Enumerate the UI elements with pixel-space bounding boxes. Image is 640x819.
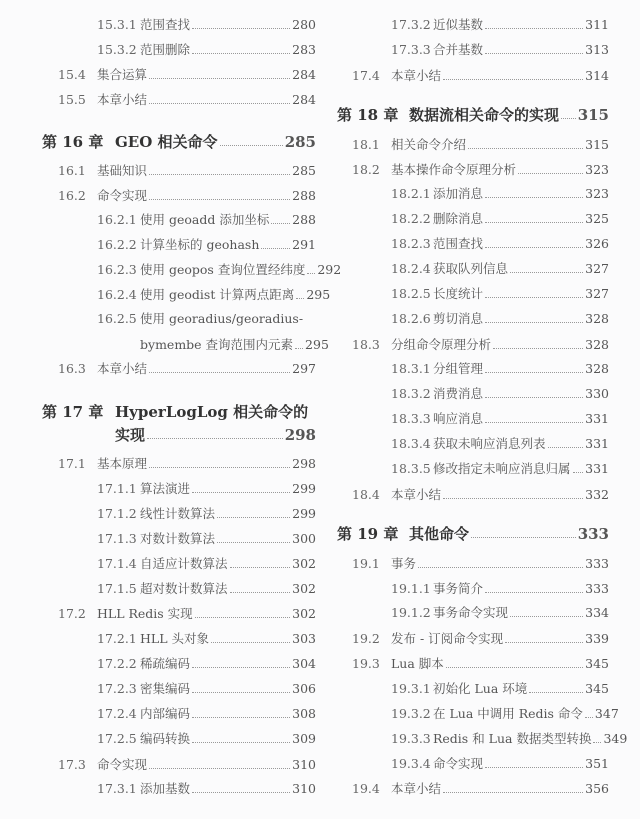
entry-number: 18.3	[352, 337, 380, 352]
page-number: 292	[317, 262, 342, 277]
page-number: 333	[577, 525, 609, 543]
toc-entry	[97, 210, 316, 230]
page-number: 345	[585, 681, 609, 696]
dot-leader	[485, 592, 583, 593]
entry-number: 16.1	[58, 163, 86, 178]
dot-leader	[493, 348, 583, 349]
entry-number: 16.2.4	[97, 287, 137, 302]
entry-number: 第 16 章	[42, 133, 104, 151]
toc-entry	[97, 654, 316, 674]
toc-entry	[352, 335, 609, 355]
dot-leader	[149, 768, 290, 769]
entry-number: 17.2.4	[97, 706, 137, 721]
dot-leader	[149, 78, 290, 79]
entry-title: 范围查找	[140, 17, 191, 32]
dot-leader	[585, 717, 593, 718]
entry-number: 15.5	[58, 92, 86, 107]
entry-number: 16.2	[58, 188, 86, 203]
toc-entry	[58, 755, 316, 775]
entry-number: 17.1	[58, 456, 86, 471]
page-number: 309	[292, 731, 316, 746]
entry-number: 17.2.1	[97, 631, 137, 646]
toc-entry	[58, 454, 316, 474]
entry-title: 消费消息	[433, 386, 484, 401]
entry-number: 19.3.4	[391, 756, 431, 771]
dot-leader	[485, 767, 583, 768]
page-number: 331	[585, 461, 609, 476]
toc-entry	[58, 65, 316, 85]
entry-title: bymembe 查询范围内元素	[140, 337, 294, 352]
entry-title: 事务简介	[433, 581, 484, 596]
entry-title: 本章小结	[391, 487, 442, 502]
entry-title: 长度统计	[433, 286, 484, 301]
entry-title: 本章小结	[97, 92, 148, 107]
entry-number: 第 17 章	[42, 403, 104, 421]
entry-number: 19.3.3	[391, 731, 431, 746]
dot-leader	[548, 447, 584, 448]
dot-leader	[485, 422, 583, 423]
entry-title: 集合运算	[97, 67, 148, 82]
page-number: 303	[292, 631, 316, 646]
entry-number: 16.2.2	[97, 237, 137, 252]
entry-title: 密集编码	[140, 681, 191, 696]
page-number: 334	[585, 605, 609, 620]
dot-leader	[149, 103, 290, 104]
entry-number: 18.2.4	[391, 261, 431, 276]
entry-number: 19.3	[352, 656, 380, 671]
entry-title: 使用 georadius/georadius-	[140, 311, 304, 326]
toc-entry	[391, 679, 609, 699]
toc-entry	[391, 434, 609, 454]
toc-entry	[391, 579, 609, 599]
page-number: 331	[585, 436, 609, 451]
page-number: 333	[585, 556, 609, 571]
entry-title: 计算坐标的 geohash	[140, 237, 260, 252]
page-number: 298	[292, 456, 316, 471]
page-number: 311	[585, 17, 609, 32]
toc-entry	[58, 90, 316, 110]
entry-title: 使用 geoadd 添加坐标	[140, 212, 270, 227]
entry-title: 实现	[115, 426, 146, 444]
page-number: 327	[585, 261, 609, 276]
toc-entry	[97, 40, 316, 60]
entry-number: 19.1.1	[391, 581, 431, 596]
toc-entry	[97, 309, 316, 329]
page-number: 315	[585, 137, 609, 152]
dot-leader	[271, 223, 290, 224]
entry-number: 第 19 章	[337, 525, 399, 543]
page-number: 280	[292, 17, 316, 32]
page-number: 328	[585, 361, 609, 376]
toc-entry	[391, 309, 609, 329]
dot-leader	[485, 372, 583, 373]
entry-title: 数据流相关命令的实现	[409, 106, 560, 124]
entry-title: 使用 geodist 计算两点距离	[140, 287, 295, 302]
page-number: 304	[292, 656, 316, 671]
dot-leader	[149, 372, 290, 373]
entry-number: 17.3.1	[97, 781, 137, 796]
dot-leader	[192, 492, 290, 493]
entry-number: 18.3.1	[391, 361, 431, 376]
dot-leader	[230, 592, 291, 593]
dot-leader	[192, 28, 290, 29]
entry-number: 18.3.4	[391, 436, 431, 451]
toc-entry	[391, 384, 609, 404]
dot-leader	[307, 273, 315, 274]
page-number: 314	[585, 68, 609, 83]
page-number: 323	[585, 162, 609, 177]
dot-leader	[149, 174, 290, 175]
entry-number: 16.2.3	[97, 262, 137, 277]
toc-entry	[391, 284, 609, 304]
page-number: 288	[292, 188, 316, 203]
entry-title: 编码转换	[140, 731, 191, 746]
toc-entry	[352, 135, 609, 155]
toc-entry	[352, 160, 609, 180]
dot-leader	[485, 297, 583, 298]
toc-entry	[97, 629, 316, 649]
entry-number: 第 18 章	[337, 106, 399, 124]
dot-leader	[518, 173, 583, 174]
toc-entry	[97, 260, 342, 280]
dot-leader	[230, 567, 291, 568]
entry-title: 本章小结	[97, 361, 148, 376]
toc-entry	[42, 132, 316, 152]
entry-title: 命令实现	[97, 188, 148, 203]
dot-leader	[485, 28, 583, 29]
toc-entry	[391, 729, 628, 749]
page-number: 302	[292, 581, 316, 596]
entry-title: 对数计数算法	[140, 531, 216, 546]
entry-title: 响应消息	[433, 411, 484, 426]
page-number: 313	[585, 42, 609, 57]
entry-title: 使用 geopos 查询位置经纬度	[140, 262, 306, 277]
entry-number: 17.1.2	[97, 506, 137, 521]
page-number: 283	[292, 42, 316, 57]
entry-title: 添加基数	[140, 781, 191, 796]
entry-number: 17.2.2	[97, 656, 137, 671]
dot-leader	[485, 197, 583, 198]
entry-title: HLL Redis 实现	[97, 606, 193, 621]
entry-title: 删除消息	[433, 211, 484, 226]
entry-number: 18.3.3	[391, 411, 431, 426]
entry-title: 基本操作命令原理分析	[391, 162, 517, 177]
entry-number: 16.2.1	[97, 212, 137, 227]
toc-entry	[352, 66, 609, 86]
page-number: 328	[585, 337, 609, 352]
dot-leader	[149, 199, 290, 200]
entry-title: 获取队列信息	[433, 261, 509, 276]
toc-entry	[391, 259, 609, 279]
entry-number: 16.3	[58, 361, 86, 376]
entry-title: 算法演进	[140, 481, 191, 496]
entry-number: 17.1.4	[97, 556, 137, 571]
dot-leader	[296, 298, 304, 299]
page-number: 288	[292, 212, 316, 227]
toc-entry	[391, 359, 609, 379]
entry-title: 初始化 Lua 环境	[433, 681, 528, 696]
entry-title: 范围删除	[140, 42, 191, 57]
entry-title: 命令实现	[97, 757, 148, 772]
entry-title: 事务	[391, 556, 417, 571]
dot-leader	[192, 742, 290, 743]
entry-title: 超对数计数算法	[140, 581, 228, 596]
dot-leader	[573, 472, 584, 473]
dot-leader	[443, 498, 583, 499]
page-number: 285	[284, 133, 316, 151]
page-number: 299	[292, 481, 316, 496]
entry-number: 19.3.1	[391, 681, 431, 696]
entry-title: 合并基数	[433, 42, 484, 57]
entry-number: 17.3.2	[391, 17, 431, 32]
entry-title: 基本原理	[97, 456, 148, 471]
toc-entry	[391, 15, 609, 35]
entry-number: 18.1	[352, 137, 380, 152]
entry-title: 分组管理	[433, 361, 484, 376]
page-number: 332	[585, 487, 609, 502]
toc-entry	[97, 679, 316, 699]
entry-number: 17.2.3	[97, 681, 137, 696]
entry-number: 18.3.2	[391, 386, 431, 401]
entry-title: 近似基数	[433, 17, 484, 32]
dot-leader	[593, 742, 601, 743]
dot-leader	[529, 692, 583, 693]
entry-number: 18.2.1	[391, 186, 431, 201]
page-number: 326	[585, 236, 609, 251]
dot-leader	[192, 53, 290, 54]
page-number: 295	[305, 337, 329, 352]
entry-title: 事务命令实现	[433, 605, 509, 620]
dot-leader	[485, 322, 583, 323]
dot-leader	[485, 397, 583, 398]
page-number: 308	[292, 706, 316, 721]
entry-title: 其他命令	[409, 525, 470, 543]
entry-number: 19.3.2	[391, 706, 431, 721]
page-number: 323	[585, 186, 609, 201]
page-number: 299	[292, 506, 316, 521]
entry-title: 范围查找	[433, 236, 484, 251]
entry-number: 17.4	[352, 68, 380, 83]
toc-entry	[97, 335, 329, 355]
toc-entry	[391, 459, 609, 479]
entry-title: 剪切消息	[433, 311, 484, 326]
toc-entry	[58, 604, 316, 624]
page-number: 327	[585, 286, 609, 301]
toc-entry	[97, 729, 316, 749]
entry-number: 15.3.2	[97, 42, 137, 57]
page-number: 300	[292, 531, 316, 546]
entry-number: 18.4	[352, 487, 380, 502]
page-number: 291	[292, 237, 316, 252]
dot-leader	[192, 717, 290, 718]
dot-leader	[561, 118, 576, 119]
toc-entry	[391, 184, 609, 204]
dot-leader	[211, 642, 290, 643]
dot-leader	[418, 567, 583, 568]
dot-leader	[443, 792, 583, 793]
entry-title: 内部编码	[140, 706, 191, 721]
entry-number: 17.1.3	[97, 531, 137, 546]
toc-entry	[97, 235, 316, 255]
page-number: 333	[585, 581, 609, 596]
entry-number: 18.2.6	[391, 311, 431, 326]
page-number: 347	[594, 706, 619, 721]
dot-leader	[446, 667, 583, 668]
entry-title: 本章小结	[391, 68, 442, 83]
toc-entry	[97, 529, 316, 549]
entry-number: 19.1	[352, 556, 380, 571]
toc-entry	[391, 603, 609, 623]
page-number: 310	[292, 781, 316, 796]
entry-title: 获取未响应消息列表	[433, 436, 546, 451]
entry-title: 本章小结	[391, 781, 442, 796]
entry-number: 19.1.2	[391, 605, 431, 620]
dot-leader	[468, 148, 583, 149]
entry-number: 17.3	[58, 757, 86, 772]
dot-leader	[471, 537, 576, 538]
page-number: 356	[585, 781, 609, 796]
dot-leader	[192, 792, 290, 793]
page-number: 339	[585, 631, 609, 646]
toc-entry	[391, 704, 619, 724]
page-number: 330	[585, 386, 609, 401]
entry-number: 17.2.5	[97, 731, 137, 746]
dot-leader	[505, 642, 583, 643]
page-number: 315	[577, 106, 609, 124]
toc-entry	[42, 402, 316, 422]
entry-number: 15.3.1	[97, 17, 137, 32]
entry-number: 19.2	[352, 631, 380, 646]
toc-entry	[97, 285, 331, 305]
toc-entry	[391, 234, 609, 254]
entry-number: 18.2.3	[391, 236, 431, 251]
toc-entry	[352, 779, 609, 799]
entry-title: HLL 头对象	[140, 631, 209, 646]
toc-entry	[391, 754, 609, 774]
entry-title: 命令实现	[433, 756, 484, 771]
toc-entry	[352, 654, 609, 674]
dot-leader	[149, 467, 290, 468]
entry-number: 16.2.5	[97, 311, 137, 326]
entry-number: 17.1.5	[97, 581, 137, 596]
dot-leader	[295, 348, 303, 349]
toc-entry	[391, 409, 609, 429]
toc-entry	[97, 779, 316, 799]
entry-title: 修改指定未响应消息归属	[433, 461, 571, 476]
toc-entry	[391, 40, 609, 60]
entry-title: Lua 脚本	[391, 656, 444, 671]
page-number: 306	[292, 681, 316, 696]
toc-entry	[58, 161, 316, 181]
toc-entry	[58, 186, 316, 206]
toc-entry	[337, 524, 609, 544]
toc-entry	[97, 504, 316, 524]
dot-leader	[510, 272, 583, 273]
toc-entry	[97, 704, 316, 724]
dot-leader	[147, 438, 283, 439]
page-number: 351	[585, 756, 609, 771]
dot-leader	[261, 248, 290, 249]
page-number: 284	[292, 92, 316, 107]
dot-leader	[217, 542, 290, 543]
toc-entry	[97, 579, 316, 599]
entry-title: 在 Lua 中调用 Redis 命令	[433, 706, 583, 721]
entry-title: HyperLogLog 相关命令的	[115, 403, 309, 421]
entry-number: 17.1.1	[97, 481, 137, 496]
toc-entry	[352, 485, 609, 505]
toc-entry	[391, 209, 609, 229]
page-number: 285	[292, 163, 316, 178]
toc-entry	[58, 359, 316, 379]
dot-leader	[510, 616, 583, 617]
toc-entry	[42, 425, 316, 445]
page-number: 349	[603, 731, 628, 746]
toc-entry	[97, 554, 316, 574]
page-number: 345	[585, 656, 609, 671]
page-number: 295	[306, 287, 331, 302]
dot-leader	[217, 517, 290, 518]
page-number: 298	[284, 426, 316, 444]
entry-title: GEO 相关命令	[115, 133, 218, 151]
dot-leader	[195, 617, 290, 618]
entry-title: 相关命令介绍	[391, 137, 467, 152]
page-number: 297	[292, 361, 316, 376]
page-number: 325	[585, 211, 609, 226]
entry-number: 19.4	[352, 781, 380, 796]
entry-number: 18.3.5	[391, 461, 431, 476]
entry-number: 18.2.2	[391, 211, 431, 226]
toc-entry	[352, 554, 609, 574]
entry-number: 18.2.5	[391, 286, 431, 301]
dot-leader	[443, 79, 583, 80]
toc-entry	[352, 629, 609, 649]
page-number: 302	[292, 556, 316, 571]
page-number: 310	[292, 757, 316, 772]
entry-title: Redis 和 Lua 数据类型转换	[433, 731, 592, 746]
entry-title: 线性计数算法	[140, 506, 216, 521]
entry-title: 分组命令原理分析	[391, 337, 492, 352]
page-number: 284	[292, 67, 316, 82]
entry-number: 17.3.3	[391, 42, 431, 57]
page-number: 331	[585, 411, 609, 426]
entry-title: 发布 - 订阅命令实现	[391, 631, 504, 646]
dot-leader	[192, 667, 290, 668]
entry-title: 基础知识	[97, 163, 148, 178]
toc-entry	[97, 479, 316, 499]
entry-title: 添加消息	[433, 186, 484, 201]
dot-leader	[220, 145, 283, 146]
dot-leader	[485, 247, 583, 248]
dot-leader	[192, 692, 290, 693]
entry-number: 17.2	[58, 606, 86, 621]
page-number: 328	[585, 311, 609, 326]
entry-number: 18.2	[352, 162, 380, 177]
entry-number: 15.4	[58, 67, 86, 82]
dot-leader	[485, 53, 583, 54]
entry-title: 自适应计数算法	[140, 556, 228, 571]
toc-entry	[97, 15, 316, 35]
dot-leader	[485, 222, 583, 223]
toc-entry	[337, 105, 609, 125]
entry-title: 稀疏编码	[140, 656, 191, 671]
page-number: 302	[292, 606, 316, 621]
